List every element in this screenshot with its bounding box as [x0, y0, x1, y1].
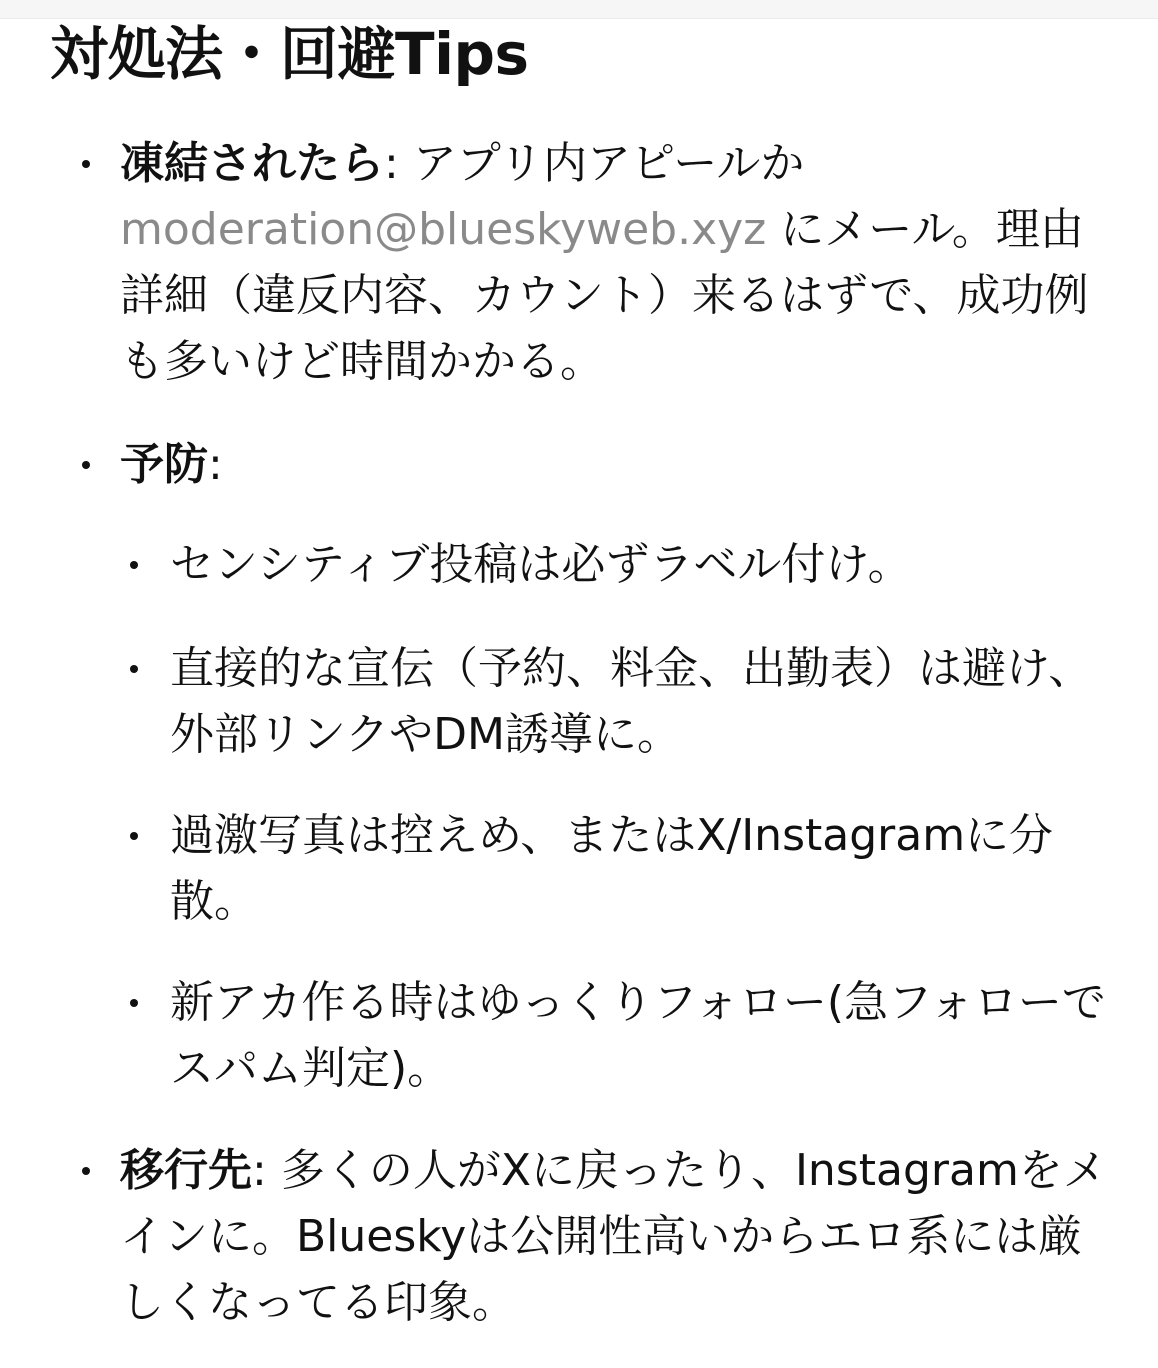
bullet-icon: [130, 999, 138, 1007]
list-item-text: [120, 1138, 1120, 1336]
bullet-icon: [82, 160, 90, 168]
list-item-freeze: [120, 131, 1120, 395]
bullet-icon: [82, 1167, 90, 1175]
list-item-text: [120, 432, 1120, 498]
bullet-icon: [130, 832, 138, 840]
list-item-text: [120, 131, 1120, 395]
item-colon: :: [208, 439, 223, 490]
sub-item-text: 過激写真は控えめ、またはX/Instagramに分散。: [170, 810, 1054, 927]
sub-item-follow-slowly: [170, 970, 1120, 1102]
item-text-a: アプリ内アピールか: [398, 138, 805, 189]
item-colon: :: [252, 1145, 267, 1196]
sub-item-photos: [170, 803, 1120, 935]
list-item-migrate: [120, 1138, 1120, 1336]
item-label: 予防: [120, 439, 208, 490]
sub-item-text: 新アカ作る時はゆっくりフォロー(急フォローでスパム判定)。: [170, 977, 1106, 1094]
item-colon: :: [384, 138, 399, 189]
sub-item-avoid-ads: [170, 636, 1120, 768]
sub-item-text: 直接的な宣伝（予約、料金、出勤表）は避け、外部リンクやDM誘導に。: [170, 643, 1093, 760]
item-text: 多くの人がXに戻ったり、Instagramをメインに。Blueskyは公開性高いからエロ系には厳しくなってる印象。: [120, 1145, 1107, 1328]
item-label: 凍結されたら: [120, 138, 384, 189]
section-heading: 対処法・回避Tips: [50, 20, 529, 88]
item-label: 移行先: [120, 1145, 252, 1196]
bullet-icon: [130, 561, 138, 569]
list-item-prevent: [120, 432, 1120, 498]
item-text-b: にメール。理由詳細（違反内容、カウント）来るはずで、成功例も多いけど時間かかる。: [120, 204, 1089, 387]
sub-item-sensitive-label: [170, 532, 1120, 598]
sub-item-text: センシティブ投稿は必ずラベル付け。: [170, 539, 912, 590]
top-edge-strip: [0, 0, 1158, 19]
bullet-icon: [130, 665, 138, 673]
bullet-icon: [82, 461, 90, 469]
moderation-email-link[interactable]: moderation@blueskyweb.xyz: [120, 204, 767, 255]
